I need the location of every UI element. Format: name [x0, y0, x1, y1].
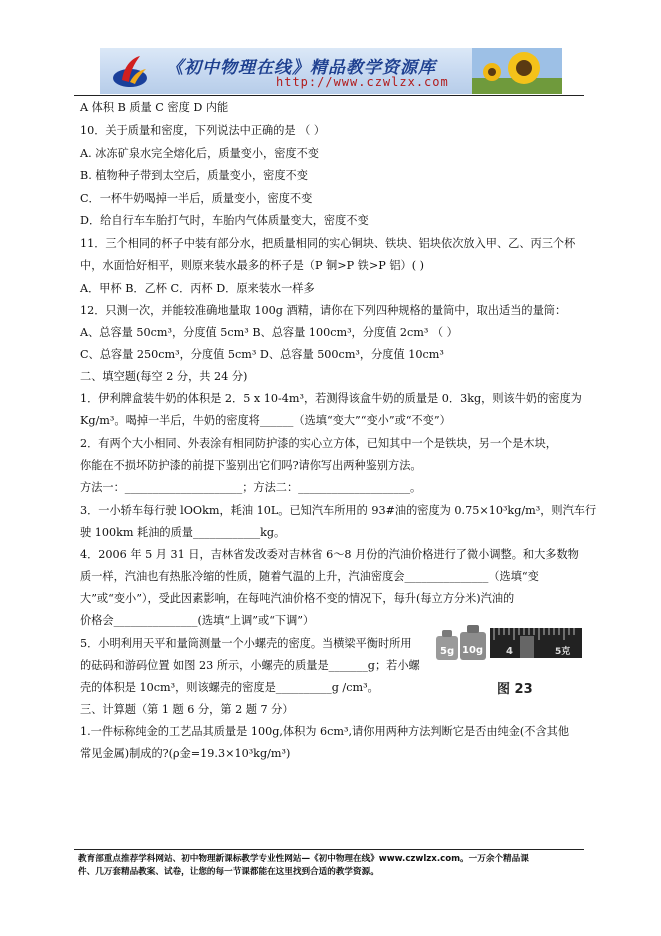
site-banner [100, 48, 562, 94]
q10-option-d: D．给自行车车胎打气时，车胎内气体质量变大，密度不变 [80, 214, 369, 227]
scale-label-4: 4 [506, 646, 513, 657]
header-rule [74, 95, 584, 96]
footer-rule [74, 849, 584, 850]
rider-scale [490, 628, 582, 658]
q10-option-c: C．一杯牛奶喝掉一半后，质量变小，密度不变 [80, 192, 313, 205]
fill-q4-cont2: 大”或“变小”），受此因素影响，在每吨汽油价格不变的情况下，每升(每立方分米)汽油的 [80, 592, 515, 605]
footer-line-1: 教育部重点推荐学科网站、初中物理新课标教学专业性网站—《初中物理在线》www.czwlzx.com。一万余个精品课 [78, 854, 529, 864]
footer-line-2: 件、几万套精品教案、试卷，让您的每一节课都能在这里找到合适的教学资源。 [78, 867, 379, 877]
fill-q5-cont1: 的砝码和游码位置 如图 23 所示，小螺壳的质量是_______g；若小螺 [80, 659, 420, 672]
calc-q1: 1.一件标称纯金的工艺品其质量是 100g,体积为 6cm³,请你用两种方法判断它是否由纯金(不含其他 [80, 725, 570, 738]
q10-option-a: A. 冰冻矿泉水完全熔化后，质量变小，密度不变 [80, 147, 319, 160]
q10-option-b: B. 植物种子带到太空后，质量变小，密度不变 [80, 169, 308, 182]
section-fill-blank: 二、填空题(每空 2 分，共 24 分) [80, 370, 248, 383]
fill-q5: 5．小明利用天平和量筒测量一个小螺壳的密度。当横梁平衡时所用 [80, 637, 412, 650]
calc-q1-cont: 常见金属)制成的?(ρ金=19.3×10³kg/m³) [80, 747, 291, 760]
fill-q2-methods: 方法一：_____________________；方法二：____________________。 [80, 481, 422, 494]
fill-q1: 1．伊利牌盒装牛奶的体积是 2．5 x 10-4m³，若测得该盒牛奶的质量是 0．3kg，则该牛奶的密度为 [80, 392, 582, 405]
site-title: 《初中物理在线》精品教学资源库 [166, 58, 436, 78]
scale-label-5: 5克 [555, 647, 571, 657]
fill-q3-cont: 驶 100km 耗油的质量____________kg。 [80, 526, 286, 539]
question-11: 11．三个相同的杯子中装有部分水，把质量相同的实心铜块、铁块、铝块依次放入甲、乙、丙三个杯 [80, 237, 576, 250]
fill-q4: 4．2006 年 5 月 31 日，吉林省发改委对吉林省 6～8 月份的汽油价格进行了微小调整。和大多数物 [80, 548, 579, 561]
site-url[interactable]: http://www.czwlzx.com [276, 75, 449, 89]
page-footer [78, 853, 598, 879]
sunflower-icon [472, 48, 562, 94]
q12-options-cd: C、总容量 250cm³，分度值 5cm³ D、总容量 500cm³，分度值 10cm³ [80, 348, 444, 361]
site-logo-icon [110, 52, 150, 90]
fill-q2: 2．有两个大小相同、外表涂有相同防护漆的实心立方体，已知其中一个是铁块，另一个是木块， [80, 437, 557, 450]
q11-options: A．甲杯 B．乙杯 C．丙杯 D．原来装水一样多 [80, 282, 315, 295]
rider-slider [520, 636, 534, 658]
weight-5g-icon [436, 630, 458, 660]
q12-options-ab: A、总容量 50cm³，分度值 5cm³ B、总容量 100cm³，分度值 2cm³ （ ） [80, 326, 458, 339]
weight-5g-label: 5g [440, 646, 455, 657]
fill-q4-cont1: 质一样，汽油也有热胀冷缩的性质，随着气温的上升，汽油密度会_______________（选填“变 [80, 570, 539, 583]
fill-q3: 3．一小轿车每行驶 lOOkm，耗油 10L。已知汽车所用的 93#油的密度为 0.75×10³kg/m³，则汽车行 [80, 504, 597, 517]
question-11-cont: 中，水面恰好相平，则原来装水最多的杯子是（P 铜>P 铁>P 铝）( ) [80, 259, 424, 272]
section-calculation: 三、计算题（第 1 题 6 分，第 2 题 7 分） [80, 703, 294, 716]
weight-10g-label: 10g [462, 645, 484, 656]
fill-q1-cont: Kg/m³。喝掉一半后，牛奶的密度将______（选填“变大”“变小”或“不变”） [80, 414, 451, 427]
fill-q5-cont2: 壳的体积是 10cm³，则该螺壳的密度是__________g /cm³。 [80, 681, 379, 694]
weight-10g-icon [460, 625, 486, 660]
options-q9: A 体积 B 质量 C 密度 D 内能 [80, 101, 229, 114]
question-12: 12．只测一次，并能较准确地量取 100g 酒精，请你在下列四种规格的量筒中，取出适当的量筒： [80, 304, 567, 317]
fill-q2-cont: 你能在不损坏防护漆的前提下鉴别出它们吗?请你写出两种鉴别方法。 [80, 459, 422, 472]
question-10: 10．关于质量和密度，下列说法中正确的是 （ ） [80, 124, 326, 137]
fill-q4-cont3: 价格会_______________(选填“上调”或“下调”） [80, 614, 315, 627]
figure-caption: 图 23 [497, 682, 533, 697]
